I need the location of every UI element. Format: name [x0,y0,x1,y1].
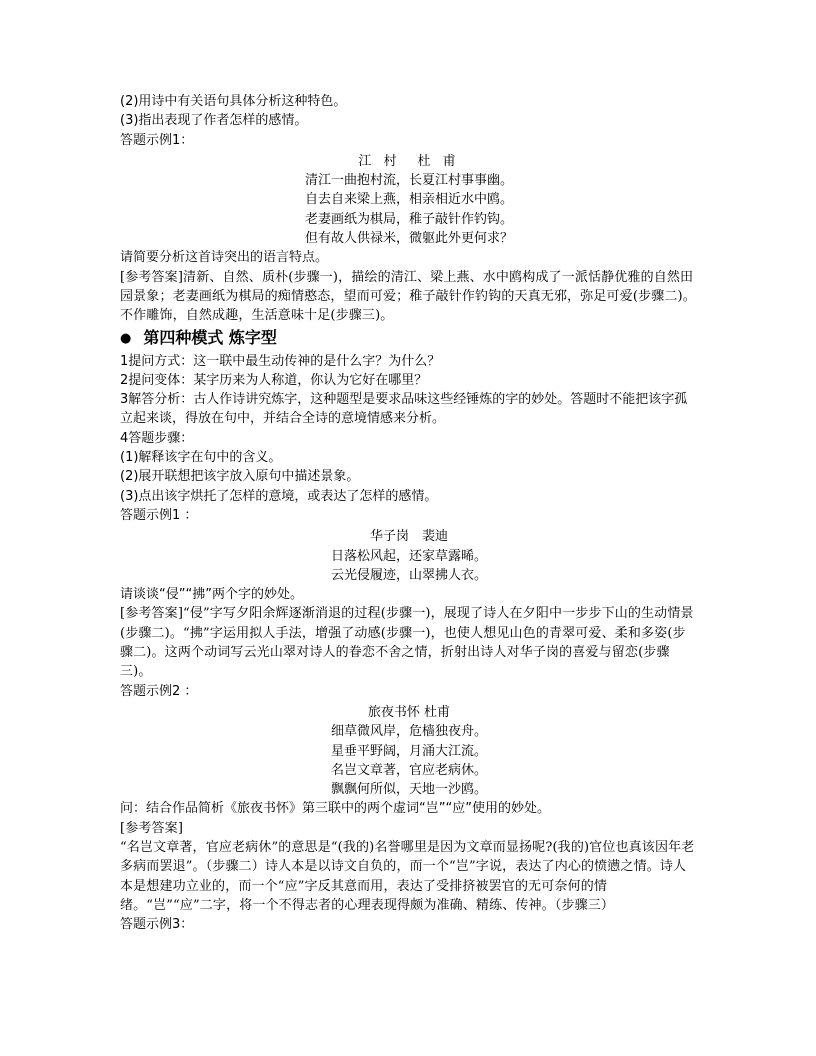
method-substep: (3)点出该字烘托了怎样的意境，或表达了怎样的感情。 [120,488,438,504]
reference-answer-label: [参考答案] [120,820,184,836]
example-label-1: 答题示例1： [120,132,194,148]
poem-question: 问：结合作品简析《旅夜书怀》第三联中的两个虚词“岂”“应”使用的妙处。 [120,801,550,817]
method-substep: (1)解释该字在句中的含义。 [120,450,282,466]
poem-question: 请简要分析这首诗突出的语言特点。 [120,250,329,266]
method-item: 1提问方式：这一联中最生动传神的是什么字？为什么？ [120,353,441,369]
bullet-icon: ● [120,330,132,346]
method-substep: (2)展开联想把该字放入原句中描述景象。 [120,469,360,485]
question-step-3: (3)指出表现了作者怎样的感情。 [120,113,308,129]
reference-answer: “名岂文章著，官应老病休”的意思是“(我的)名誉哪里是因为文章而显扬呢?(我的)官位也真该因年老多病而罢退”。（步骤二）诗人本是以诗文自负的，而一个“岂”字说，表达了内心的愤懑之情。诗人本是想建功立业的，而一个“应”字反其意而用，表达了受排挤被罢官的无可奈何的情绪。“岂”“应”二字，将一个不得志者的心理表现得颇为准确、精练、传神。（步骤三） [120,839,695,913]
poem-line: 老妻画纸为棋局，稚子敲针作钓钩。 [304,211,513,227]
poem-line: 飘飘何所似，天地一沙鸥。 [330,782,487,798]
poem-title-jiangcun: 江 村 杜 甫 [358,153,460,169]
question-step-2: (2)用诗中有关语句具体分析这种特色。 [120,94,347,109]
method-item: 4答题步骤： [120,430,194,446]
poem-title-lvye: 旅夜书怀 杜甫 [367,704,451,720]
section-title: 第四种模式 炼字型 [143,327,277,347]
poem-line: 细草微风岸，危樯独夜舟。 [330,724,487,740]
example-label: 答题示例1 ： [120,507,198,523]
example-label: 答题示例2 ： [120,683,198,699]
poem-title-huazigang: 华子岗 裴迪 [369,529,448,545]
document-page [120,92,698,934]
poem-line: 名岂文章著，官应老病休。 [330,762,487,778]
poem-question: 请谈谈“侵”“拂”两个字的妙处。 [120,587,303,603]
poem-line: 自去自来梁上燕，相亲相近水中鸥。 [304,192,513,208]
method-item: 2提问变体：某字历来为人称道，你认为它好在哪里？ [120,372,428,388]
poem-line: 日落松风起，还家草露晞。 [330,548,487,564]
poem-line: 星垂平野阔，月涌大江流。 [330,743,487,759]
reference-answer: [参考答案]清新、自然、质朴(步骤一)，描绘的清江、梁上燕、水中鸥构成了一派恬静优雅的自然田园景象；老妻画纸为棋局的痴情憨态，望而可爱；稚子敲针作钓钩的天真无邪，弥足可爱(步骤二)。不作雕饰，自然成趣，生活意味十足(步骤三)。 [120,269,696,324]
reference-answer: [参考答案]“侵”字写夕阳余辉逐渐消退的过程(步骤一)，展现了诗人在夕阳中一步步下山的生动情景(步骤二)。“拂”字运用拟人手法，增强了动感(步骤一)，也使人想见山色的青翠可爱、柔和多姿(步骤二)。这两个动词写云光山翠对诗人的眷恋不舍之情，折射出诗人对华子岗的喜爱与留恋(步骤三)。 [120,606,694,680]
poem-line: 云光侵履迹，山翠拂人衣。 [330,567,487,583]
poem-line: 但有故人供禄米，微躯此外更何求？ [304,231,513,247]
example-label: 答题示例3： [120,917,194,933]
poem-line: 清江一曲抱村流，长夏江村事事幽。 [304,173,513,189]
section-heading [120,327,698,350]
method-item: 3解答分析：古人作诗讲究炼字，这种题型是要求品味这些经锤炼的字的妙处。答题时不能把该字孤立起来谈，得放在句中，并结合全诗的意境情感来分析。 [120,392,688,427]
